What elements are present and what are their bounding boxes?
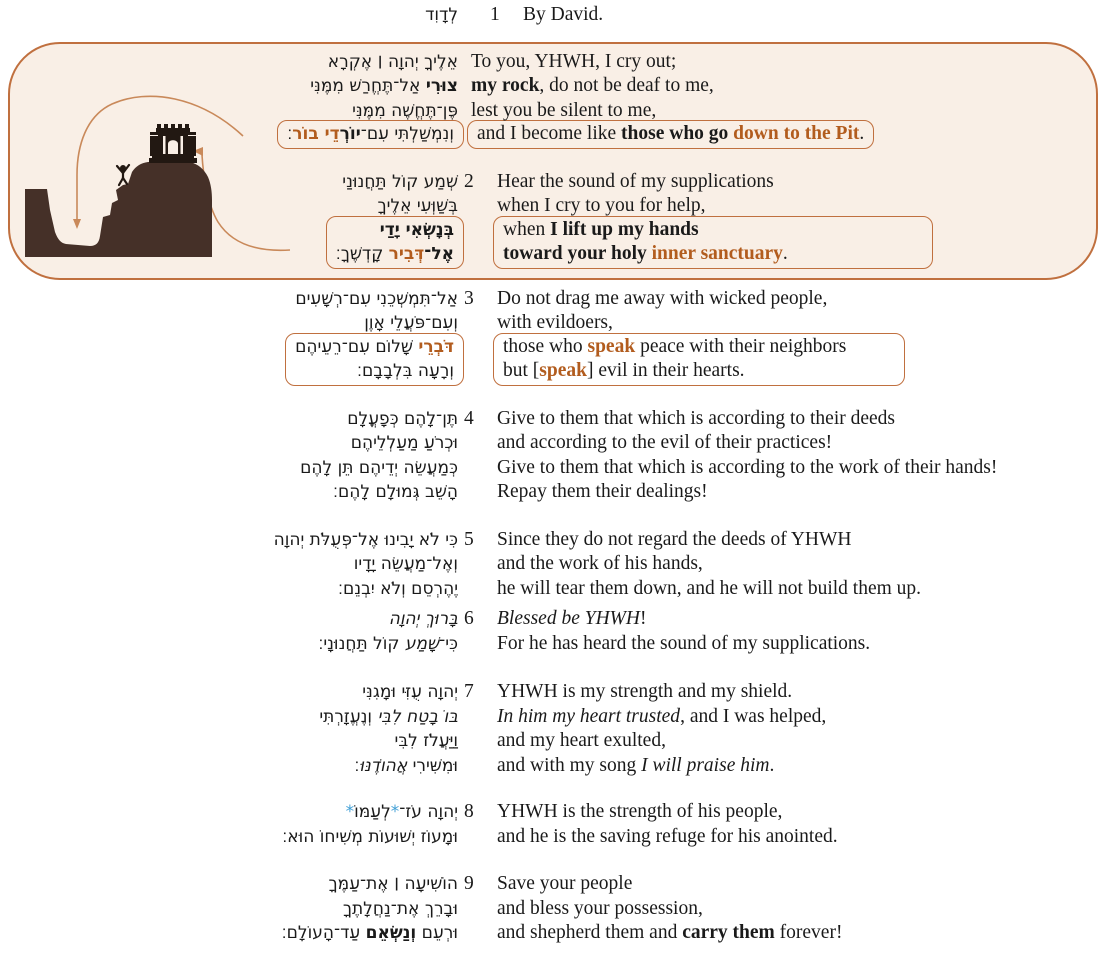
text-segment: ׃ (354, 755, 360, 776)
hebrew-line (0, 872, 458, 897)
text-segment: those who go (621, 123, 729, 144)
hebrew-line (295, 335, 454, 360)
hebrew-line (336, 242, 454, 267)
verse-row (0, 287, 1110, 384)
english-column (497, 800, 1110, 849)
text-segment: Give to them that which is according to their deeds (497, 407, 896, 429)
text-segment: שְׁמַע קוֹל תַּחֲנוּנַי (342, 171, 458, 192)
hebrew-line (0, 632, 458, 657)
english-line (497, 872, 1110, 897)
text-segment: with evildoers, (497, 312, 613, 333)
english-line (497, 754, 1110, 779)
text-segment: תֶּן־לָהֶם כְּפָעֳלָם (347, 408, 458, 429)
hebrew-line (0, 897, 458, 922)
text-segment: אַל־תִּמְשְׁכֵנִי עִם־רְשָׁעִים (295, 288, 458, 309)
english-highlight-box (493, 333, 905, 386)
text-critical-asterisk: * (390, 802, 400, 822)
english-line (497, 705, 1110, 730)
verse-row (0, 680, 1110, 778)
text-segment: carry them (682, 922, 775, 943)
text-segment: , do not be deaf to me, (539, 75, 714, 96)
text-segment: אֶל־ (424, 244, 454, 264)
text-segment: כְּמַעֲשֵׂה יְדֵיהֶם תֵּן לָהֶם (300, 457, 458, 478)
text-segment: when I cry to you for help, (497, 195, 706, 216)
text-segment: ] evil in their hearts. (586, 360, 745, 381)
hebrew-line (0, 528, 458, 553)
english-line (497, 480, 1110, 505)
english-column (497, 607, 1110, 656)
context-panel-section (0, 28, 1110, 267)
text-segment: those who (503, 335, 588, 357)
hebrew-line (287, 122, 454, 147)
verse-row (0, 407, 1110, 505)
verse-row (0, 170, 1110, 267)
verse-row (0, 800, 1110, 849)
text-segment: קוֹל תַּחֲנוּנָי׃ (318, 633, 405, 654)
english-column (497, 528, 1110, 602)
hebrew-line (0, 74, 458, 99)
hebrew-line (0, 431, 458, 456)
english-line (497, 194, 1110, 219)
text-segment: Blessed be YHWH (497, 608, 640, 629)
text-segment: . (769, 754, 775, 776)
text-segment: עַד־הָעוֹלָם׃ (281, 923, 366, 943)
text-segment: כִּי לֹא יָבִינוּ אֶל־פְּעֻלֹּת יְהוָה (273, 529, 458, 550)
text-segment: inner sanctuary (651, 243, 783, 264)
english-column (471, 50, 1110, 147)
text-segment: יְהוָה עֻזִּי וּמָגִנִּי (362, 682, 458, 702)
text-segment: when (503, 218, 551, 240)
hebrew-line (0, 194, 458, 219)
text-segment: בְּנָשְׂאִי יָדַי (379, 219, 454, 240)
hebrew-line (0, 407, 458, 432)
english-line (503, 242, 923, 267)
text-segment: הָשֵׁב גְּמוּלָם לָהֶם׃ (333, 482, 458, 502)
hebrew-column (0, 3, 484, 28)
english-line (497, 552, 1110, 577)
english-line (497, 921, 1110, 946)
text-segment: my rock (471, 75, 540, 96)
english-column (497, 170, 1110, 267)
text-segment: . (859, 123, 865, 144)
hebrew-line (0, 607, 458, 632)
text-segment: קָדְשֶׁךָ׃ (335, 244, 389, 264)
english-line (497, 800, 1110, 825)
english-line (497, 456, 1110, 481)
text-segment: down to the Pit (733, 123, 860, 144)
text-segment: שָׁמַע (404, 633, 440, 654)
text-segment: לְעַמּוֹ (354, 802, 391, 822)
text-segment: By David. (523, 4, 604, 25)
hebrew-column (0, 800, 458, 849)
hebrew-column (0, 872, 458, 946)
verse-number: 2 (464, 170, 474, 192)
text-segment: וּבָרֵךְ אֶת־נַחֲלָתֶךָ (342, 898, 458, 919)
text-segment: he will tear them down, and he will not build them up. (497, 577, 922, 599)
english-column (497, 680, 1110, 778)
text-segment: פֶּן־תֶּחֱשֶׁה מִמֶּנִּי (352, 100, 458, 121)
text-segment: וַיַּעֲלֹז לִבִּי (394, 731, 458, 751)
text-segment: אֵלֶיךָ יְהוָה ׀ אֶקְרָא (327, 51, 458, 72)
verse-number: 8 (464, 801, 474, 822)
text-segment: lest you be silent to me, (471, 99, 657, 121)
text-segment: In him my heart trusted (497, 705, 681, 727)
text-segment: וּמָעוֹז יְשׁוּעוֹת מְשִׁיחוֹ הוּא׃ (282, 826, 458, 847)
text-segment: וְנֶעֱזָרְתִּי (319, 706, 378, 727)
text-segment: יְהוָה עֹז־ (399, 802, 458, 822)
text-segment: יֶהֶרְסֵם וְלֹא יִבְנֵם׃ (337, 578, 458, 599)
english-line (497, 287, 1110, 312)
text-segment: לְדָוִד (425, 5, 458, 25)
verse-row (0, 528, 1110, 602)
english-line (503, 359, 895, 384)
text-segment: אַל־תֶּחֱרַשׁ מִמֶּנִּי (310, 76, 426, 96)
text-segment: דְּבִיר (388, 244, 425, 264)
hebrew-column (0, 528, 458, 602)
english-line (477, 122, 864, 147)
text-segment: For he has heard the sound of my supplications. (497, 632, 871, 654)
text-segment: וּרְעֵם (416, 923, 458, 943)
english-line (497, 897, 1110, 922)
hebrew-line (0, 825, 458, 850)
english-line (497, 311, 1110, 336)
english-highlight-box (467, 120, 874, 149)
verse-row (0, 607, 1110, 656)
english-highlight-box (493, 216, 933, 269)
text-segment: וְאֶל־מַעֲשֵׂה יָדָיו (353, 554, 458, 574)
verse-number: 5 (464, 528, 474, 550)
hebrew-line (0, 729, 458, 754)
english-line (497, 407, 1110, 432)
english-column (497, 872, 1110, 946)
text-segment: שָׁלוֹם עִם־רֵעֵיהֶם (295, 336, 419, 357)
text-segment: וּמִשִּׁירִי (407, 755, 458, 776)
english-column (497, 407, 1110, 505)
verse-row (0, 50, 1110, 147)
hebrew-line (0, 800, 458, 825)
english-line (497, 632, 1110, 657)
hebrew-line (0, 3, 458, 28)
english-line (497, 680, 1110, 705)
text-segment: . (782, 243, 788, 264)
text-critical-asterisk: * (345, 802, 355, 822)
english-line (523, 3, 1110, 28)
text-segment: וְנִמְשַׁלְתִּי עִם־ (360, 124, 454, 144)
hebrew-highlight-box (277, 120, 464, 149)
hebrew-column (0, 680, 458, 778)
text-segment: וְרָעָה בִּלְבָבָם׃ (357, 361, 454, 381)
hebrew-line (0, 287, 458, 312)
english-line (503, 218, 923, 243)
english-line (497, 729, 1110, 754)
text-segment: Do not drag me away with wicked people, (497, 287, 828, 309)
hebrew-column (0, 50, 458, 147)
verse-number: 4 (464, 407, 474, 429)
hebrew-column (0, 407, 458, 505)
verse-number: 7 (464, 681, 474, 702)
text-segment: צוּרִי (425, 76, 458, 96)
text-segment: וְנַשְּׂאֵם (365, 923, 417, 943)
text-segment: Hear the sound of my supplications (497, 170, 774, 192)
text-segment: ׃ (287, 124, 293, 144)
text-segment: וּכְרֹעַ מַעַלְלֵיהֶם (350, 433, 458, 453)
text-segment: ! (639, 608, 647, 629)
english-line (471, 74, 1110, 99)
hebrew-line (0, 705, 458, 730)
hebrew-line (0, 50, 458, 75)
verse-number: 6 (464, 608, 474, 629)
text-segment: speak (539, 360, 587, 381)
text-segment: peace with their neighbors (635, 335, 847, 357)
english-line (497, 170, 1110, 195)
text-segment: יוֹרְ (339, 124, 361, 144)
hebrew-line (0, 577, 458, 602)
text-segment: בּוֹ בָטַח לִבִּי (377, 706, 458, 727)
hebrew-line (0, 552, 458, 577)
text-segment: Repay them their dealings! (497, 481, 708, 502)
verse-row (0, 3, 1110, 28)
hebrew-highlight-box (326, 216, 464, 269)
text-segment: toward your holy (503, 243, 647, 264)
text-segment: Since they do not regard the deeds of YHWH (497, 528, 852, 550)
hebrew-line (0, 170, 458, 195)
text-segment: and my heart exulted, (497, 730, 666, 751)
english-line (497, 528, 1110, 553)
text-segment: דֹּבְרֵי (418, 336, 454, 357)
text-segment: and he is the saving refuge for his anointed. (497, 825, 838, 847)
heading-row-slot (0, 3, 1110, 28)
text-segment: forever! (774, 922, 843, 943)
english-line (497, 577, 1110, 602)
verse-number: 3 (464, 287, 474, 309)
english-line (471, 50, 1110, 75)
text-segment: הוֹשִׁיעָה ׀ אֶת־עַמֶּךָ (328, 874, 458, 894)
text-segment: בָּרוּךְ יְהוָה (388, 609, 458, 629)
hebrew-line (0, 480, 458, 505)
hebrew-line (0, 311, 458, 336)
text-segment: דֵי בוֹר (292, 124, 340, 144)
text-segment: and according to the evil of their practices! (497, 432, 833, 453)
text-segment: , and I was helped, (680, 705, 827, 727)
verse-number: 9 (464, 873, 474, 894)
text-segment: YHWH is my strength and my shield. (497, 681, 793, 702)
hebrew-line (336, 218, 454, 243)
text-segment: כִּי־ (439, 633, 458, 654)
text-segment: YHWH is the strength of his people, (497, 801, 783, 822)
text-segment: and bless your possession, (497, 897, 703, 919)
text-segment: וְעִם־פֹּעֲלֵי אָוֶן (364, 313, 458, 333)
text-segment: speak (587, 335, 636, 357)
text-segment: אֲהוֹדֶנּוּ (359, 755, 408, 776)
hebrew-column (0, 170, 458, 267)
hebrew-line (0, 754, 458, 779)
verse-row (0, 872, 1110, 946)
english-line (503, 335, 895, 360)
hebrew-line (0, 456, 458, 481)
hebrew-line (0, 921, 458, 946)
hebrew-column (0, 607, 458, 656)
hebrew-line (0, 99, 458, 124)
hebrew-line (0, 680, 458, 705)
english-line (497, 431, 1110, 456)
text-segment: בְּשַׁוְּעִי אֵלֶיךָ (377, 196, 458, 216)
text-segment: and the work of his hands, (497, 553, 703, 574)
text-segment: Give to them that which is according to the work of their hands! (497, 456, 998, 478)
english-column (497, 287, 1110, 384)
hebrew-highlight-box (285, 333, 464, 386)
text-segment: Save your people (497, 873, 633, 894)
verses-section (0, 287, 1110, 946)
hebrew-column (0, 287, 458, 384)
english-line (497, 607, 1110, 632)
text-segment: I lift up my hands (550, 218, 699, 240)
text-segment: To you, YHWH, I cry out; (471, 50, 677, 72)
english-column (523, 3, 1110, 28)
text-segment: and with my song (497, 754, 642, 776)
english-line (497, 825, 1110, 850)
text-segment: I will praise him (641, 754, 770, 776)
text-segment: but [ (503, 360, 540, 381)
verse-number: 1 (490, 4, 500, 25)
text-segment: and shepherd them and (497, 922, 683, 943)
hebrew-line (295, 359, 454, 384)
text-segment: and I become like (477, 123, 622, 144)
